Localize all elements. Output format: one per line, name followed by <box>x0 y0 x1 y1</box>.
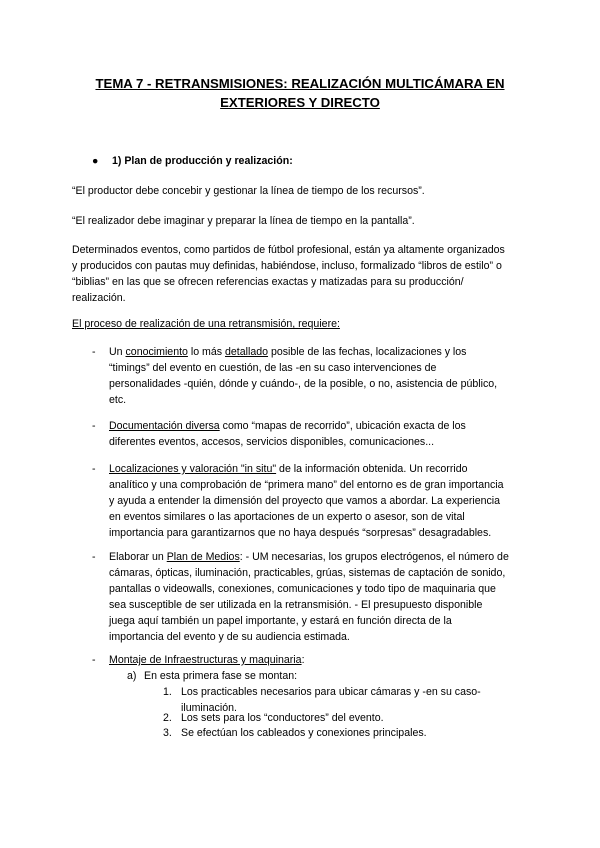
list-item-text: Montaje de Infraestructuras y maquinaria: <box>109 654 305 666</box>
requirements-heading: El proceso de realización de una retransmisión, requiere: <box>72 318 340 330</box>
number-marker: 3. <box>163 727 172 739</box>
underlined-term: conocimiento <box>125 346 188 358</box>
dash-marker: - <box>92 654 96 666</box>
number-marker: 1. <box>163 686 172 698</box>
underlined-term: Plan de Medios <box>166 551 240 563</box>
number-marker: 2. <box>163 712 172 724</box>
dash-marker: - <box>92 463 96 475</box>
intro-line: Determinados eventos, como partidos de fútbol profesional, están ya altamente organizados <box>72 244 505 256</box>
quote-realizador: “El realizador debe imaginar y preparar la línea de tiempo en la pantalla”. <box>72 215 415 227</box>
underlined-term: detallado <box>225 346 269 358</box>
intro-paragraph <box>72 242 542 306</box>
section-heading <box>92 153 293 169</box>
list-item-text: Localizaciones y valoración "in situ" de la información obtenida. Un recorrido analítico y una comprobación de “primera mano” del entorno es de gran importancia y ayuda a entender la dimensión del proyecto que vamos a abordar. La experiencia en eventos similares o las aportaciones de un experto o asesor, son de vital importancia para garantizarnos que no haya después “sorpresas” desagradables. <box>109 463 504 539</box>
intro-line: y producidos con pautas muy definidas, habiéndose, incluso, formalizado “libros de estilo” o <box>72 260 502 272</box>
dash-marker: - <box>92 420 96 432</box>
page-title <box>60 74 540 112</box>
quote-productor: “El productor debe concebir y gestionar la línea de tiempo de los recursos”. <box>72 185 425 197</box>
dash-marker: - <box>92 346 96 358</box>
intro-line: “biblias” en las que se ofrecen referencias exactas y matizadas para su producción/ <box>72 276 464 288</box>
dash-marker: - <box>92 551 96 563</box>
title-line-2: EXTERIORES Y DIRECTO <box>220 95 380 110</box>
bullet-icon: ● <box>92 155 99 167</box>
section-heading-text: 1) Plan de producción y realización: <box>112 155 293 167</box>
underlined-term: Localizaciones y valoración "in situ" <box>109 463 277 475</box>
list-item-text: Un conocimiento lo más detallado posible de las fechas, localizaciones y los “timings” del evento en cuestión, de las -en su caso intervenciones de personalidades -quién, dónde y cuándo-, de la posible, o no, asistencia de público, etc. <box>109 346 498 406</box>
intro-line: realización. <box>72 292 126 304</box>
underlined-term: Montaje de Infraestructuras y maquinaria <box>109 654 302 666</box>
list-item-text: Documentación diversa como “mapas de recorrido”, ubicación exacta de los diferentes eventos, accesos, servicios disponibles, comunicaciones... <box>109 420 466 448</box>
letter-marker: a) <box>127 670 137 682</box>
underlined-term: Documentación diversa <box>109 420 220 432</box>
document-page: TEMA 7 - RETRANSMISIONES: REALIZACIÓN MULTICÁMARA EN EXTERIORES Y DIRECTO ● 1) Plan de producción y realización: “El productor debe concebir y gestionar la línea de tiempo de los recursos”. “El realizador debe imaginar y preparar la línea de tiempo en la pantalla”. Determinados eventos, como partidos de fútbol profesional, están ya altamente organizados y producidos con pautas muy definidas, habiéndose, incluso, formalizado “libros de estilo” o “biblias” en las que se ofrecen referencias exactas y matizadas para su producción/ realización. El proceso de realización de una retransmisión, requiere: - Un conocimiento lo más detallado posible de las fechas, localizaciones y los “timings” del evento en cuestión, de las -en su caso intervenciones de personalidades -quién, dónde y cuándo-, de la posible, o no, asistencia de público, etc. - Documentación diversa como “mapas de recorrido”, ubicación exacta de los diferentes eventos, accesos, servicios disponibles, comunicaciones... - Localizaciones y valoración "in situ" de la información obtenida. Un recorrido analítico y una comprobación de “primera mano” del entorno es de gran importancia y ayuda a entender la dimensión del proyecto que vamos a abordar. La experiencia en eventos similares o las aportaciones de un experto o asesor, son de vital importancia para garantizarnos que no haya después “sorpresas” desagradables. - Elaborar un Plan de Medios: - UM necesarias, los grupos electrógenos, el número de cámaras, ópticas, iluminación, practicables, grúas, sistemas de captación de sonido, pantallas o videowalls, conexiones, comunicaciones y todo tipo de maquinaria que sea susceptible de ser utilizada en la retransmisión. - El presupuesto disponible juega aquí también un papel importante, y estará en función directa de la importancia del evento y de su audiencia estimada. - Montaje de Infraestructuras y maquinaria: a) En esta primera fase se montan: 1. Los practicables necesarios para ubicar cámaras y -en su caso- iluminación. 2. Los sets para los “conductores” del evento. 3. Se efectúan los cableados y conexiones principales. <box>0 0 600 848</box>
list-item-text: Elaborar un Plan de Medios: - UM necesarias, los grupos electrógenos, el número de cámaras, ópticas, iluminación, practicables, grúas, sistemas de captación de sonido, pantallas o videowalls, conexiones, comunicaciones y todo tipo de maquinaria que sea susceptible de ser utilizada en la retransmisión. - El presupuesto disponible juega aquí también un papel importante, y estará en función directa de la importancia del evento y de su audiencia estimada. <box>109 551 509 643</box>
title-line-1: TEMA 7 - RETRANSMISIONES: REALIZACIÓN MULTICÁMARA EN <box>95 76 505 91</box>
